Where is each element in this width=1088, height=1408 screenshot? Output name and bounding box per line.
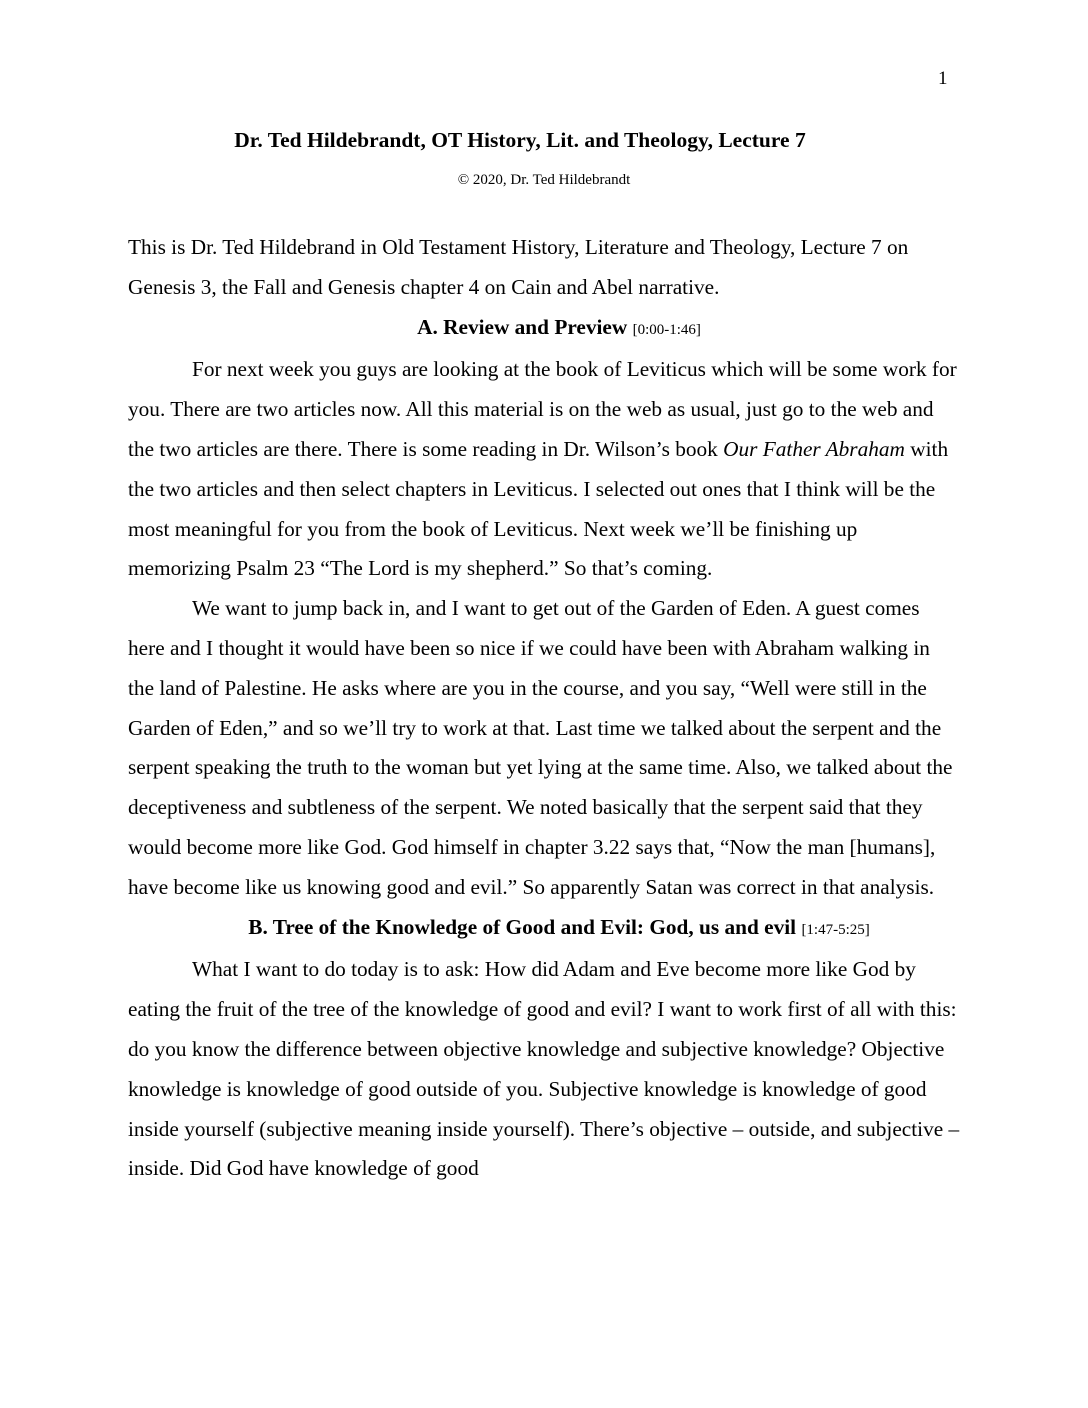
section-heading-b-timestamp: [1:47-5:25] — [801, 921, 870, 938]
section-heading-b — [128, 908, 960, 951]
document-title: Dr. Ted Hildebrandt, OT History, Lit. and Theology, Lecture 7 — [234, 128, 806, 152]
book-title-italic: Our Father Abraham — [723, 436, 905, 461]
section-heading-b-text: B. Tree of the Knowledge of Good and Evil: God, us and evil — [248, 914, 797, 939]
intro-paragraph: This is Dr. Ted Hildebrand in Old Testament History, Literature and Theology, Lecture 7 on Genesis 3, the Fall and Genesis chapter 4 on Cain and Abel narrative. — [128, 235, 909, 299]
section-heading-a-timestamp: [0:00-1:46] — [632, 321, 701, 338]
page-number: 1 — [938, 68, 948, 89]
paragraph-1 — [128, 350, 960, 589]
section-heading-a-text: A. Review and Preview — [417, 314, 628, 339]
document-body — [128, 228, 960, 1189]
paragraph-2: We want to jump back in, and I want to get out of the Garden of Eden. A guest comes here and I thought it would have been so nice if we could have been with Abraham walking in the land of Palestine. He asks where are you in the course, and you say, “Well were still in the Garden of Eden,” and so we’ll try to work at that. Last time we talked about the serpent and the serpent speaking the truth to the woman but yet lying at the same time. Also, we talked about the deceptiveness and subtleness of the serpent. We noted basically that the serpent said that they would become more like God. God himself in chapter 3.22 says that, “Now the man [humans], have become like us knowing good and evil.” So apparently Satan was correct in that analysis. — [128, 596, 953, 899]
section-heading-a — [128, 308, 960, 351]
paragraph-1-part-1: For next week you guys are looking at the book of Leviticus which will be some work for you. There are two articles now. All this material is on the web as usual, just go to the web and the two articles are there. There is some reading in Dr. Wilson’s book — [128, 357, 957, 461]
copyright-line: © 2020, Dr. Ted Hildebrandt — [457, 172, 631, 188]
paragraph-1-part-2: with the two articles and then select chapters in Leviticus. I selected out ones that I think will be the most meaningful for you from the book of Leviticus. Next week we’ll be finishing up memorizing Psalm 23 “The Lord is my shepherd.” So that’s coming. — [128, 436, 949, 581]
paragraph-3: What I want to do today is to ask: How did Adam and Eve become more like God by eating the fruit of the tree of the knowledge of good and evil? I want to work first of all with this: do you know the difference between objective knowledge and subjective knowledge? Objective knowledge is knowledge of good outside of you. Subjective knowledge is knowledge of good inside yourself (subjective meaning inside yourself). There’s objective – outside, and subjective – inside. Did God have knowledge of good — [128, 957, 960, 1181]
